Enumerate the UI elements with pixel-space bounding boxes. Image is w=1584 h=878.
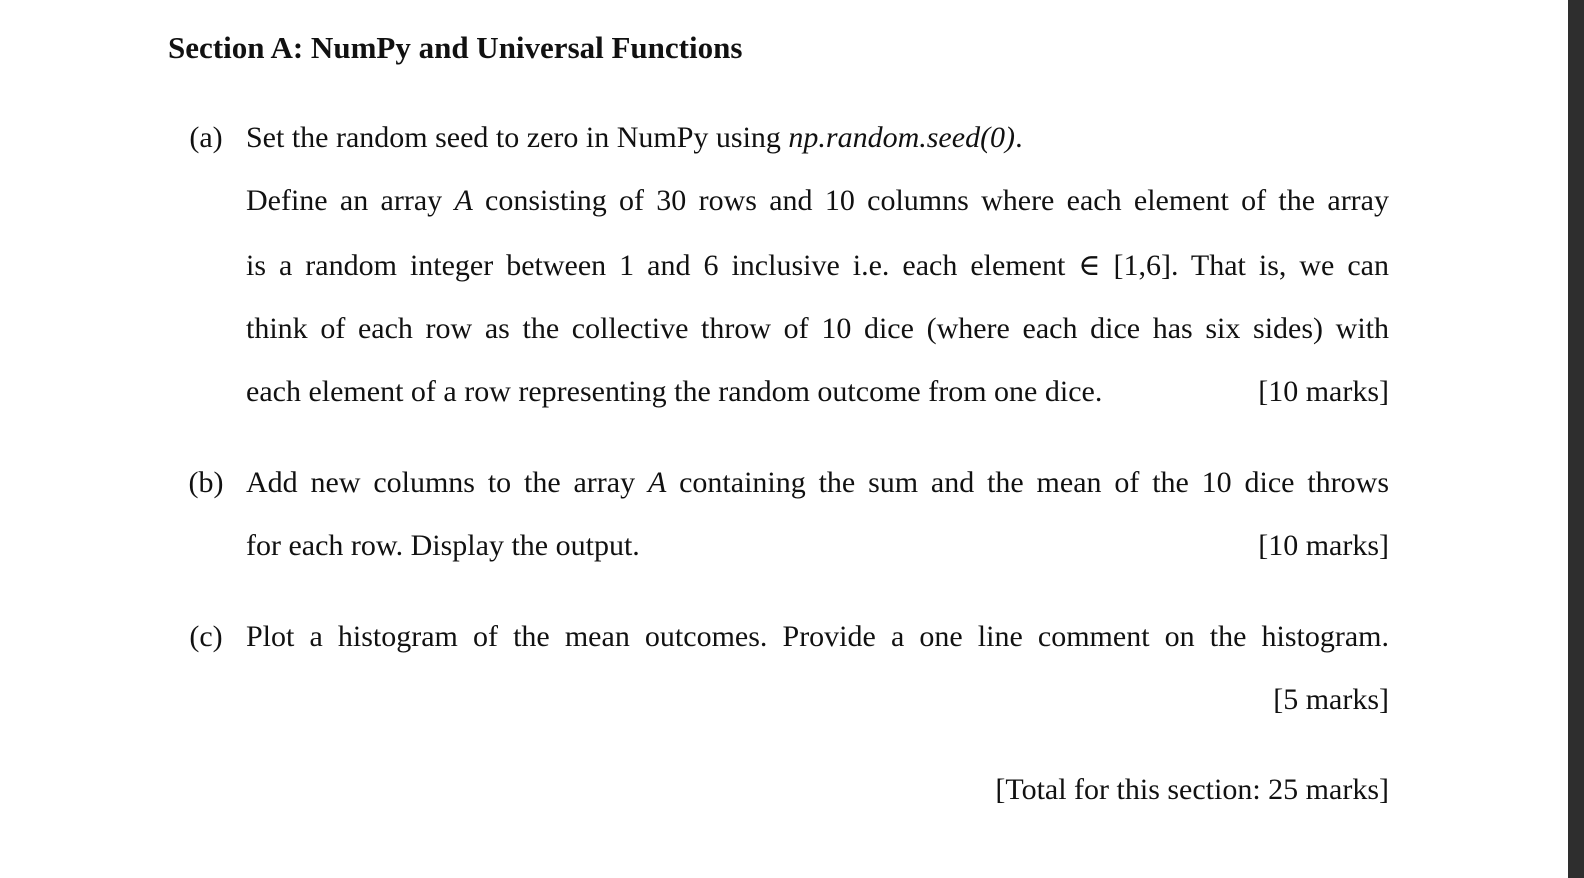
question-a-line-3: is a random integer between 1 and 6 inclusive i.e. each element ∈ [1,6]. That is, we can — [246, 249, 1389, 282]
line-text: . — [1015, 121, 1023, 154]
question-a-line-5: each element of a row representing the random outcome from one dice. — [246, 375, 1103, 408]
question-a-line-1 — [246, 118, 1389, 158]
question-b-marks: [10 marks] — [1258, 529, 1389, 562]
page-edge — [1568, 0, 1584, 878]
line-text: consisting of 30 rows and 10 columns where each element of the array — [472, 184, 1389, 217]
array-variable: A — [647, 466, 667, 499]
line-text: Set the random seed to zero in NumPy using — [246, 121, 789, 154]
array-variable: A — [454, 184, 473, 217]
question-b-line-1 — [246, 463, 1389, 503]
question-a-marks: [10 marks] — [1258, 375, 1389, 408]
line-text: Define an array — [246, 184, 455, 217]
question-c-marks: [5 marks] — [1273, 683, 1389, 716]
question-b-line-2: for each row. Display the output. — [246, 529, 640, 562]
question-a-line-4: think of each row as the collective throw of 10 dice (where each dice has six sides) with — [246, 312, 1389, 345]
section-total-marks: [Total for this section: 25 marks] — [995, 773, 1389, 806]
section-title: Section A: NumPy and Universal Functions — [168, 30, 743, 65]
question-a-line-2 — [246, 181, 1389, 221]
code-snippet: np.random.seed(0) — [788, 121, 1016, 154]
question-c-label: (c) — [189, 620, 223, 653]
line-text: Add new columns to the array — [246, 466, 648, 499]
question-a-label: (a) — [189, 121, 223, 154]
question-b-label: (b) — [188, 466, 224, 499]
question-c-line-1: Plot a histogram of the mean outcomes. Provide a one line comment on the histogram. — [246, 620, 1389, 653]
line-text: containing the sum and the mean of the 10 dice throws — [666, 466, 1389, 499]
